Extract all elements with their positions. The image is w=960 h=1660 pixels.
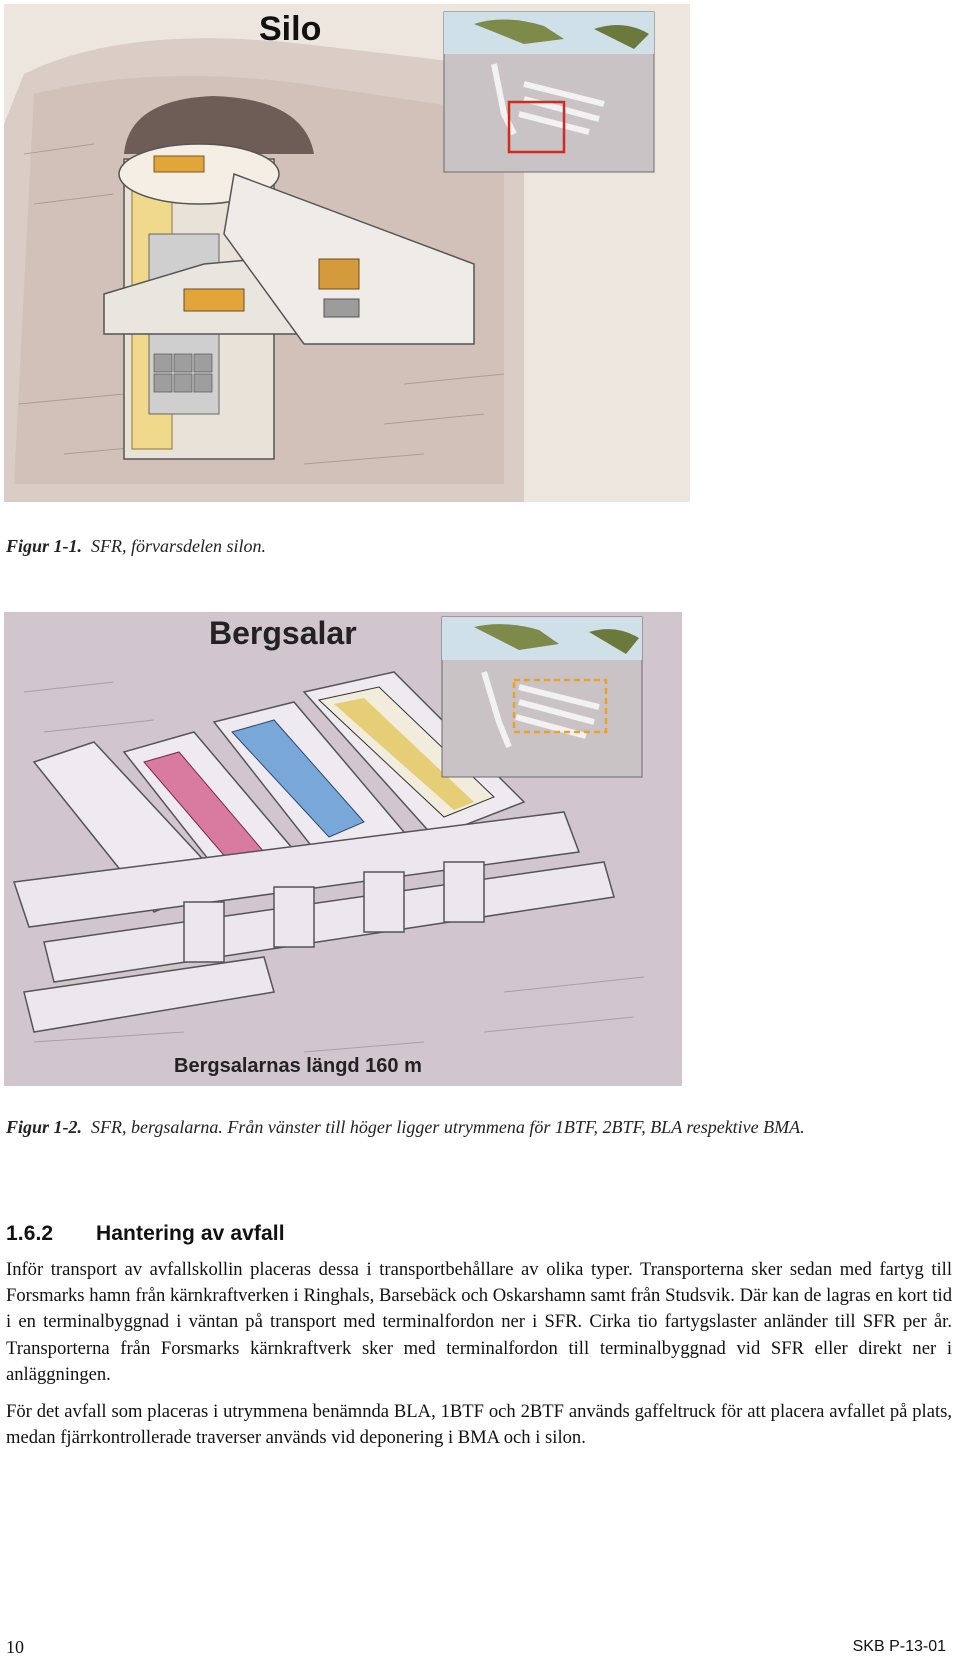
silo-illustration <box>4 4 690 502</box>
figure2-illustration-note: Bergsalarnas längd 160 m <box>174 1055 422 1077</box>
figure1-caption <box>6 533 266 559</box>
figure2-caption <box>6 1114 946 1140</box>
figure2-illustration-title: Bergsalar <box>209 615 357 651</box>
paragraph-1: Inför transport av avfallskollin placeras dessa i transportbehållare av olika typer. Transporterna sker sedan med fartyg till Forsmarks hamn från kärnkraftverken i Ringhals, Barsebäck och Oskarshamn samt från Studsvik. Där kan de lagras en kort tid i en terminalbyggnad i väntan på transport med terminalfordon ner i SFR. Cirka tio fartygslaster anländer till SFR per år. Transporterna från Forsmarks kärnkraftverk sker med terminalfordon till terminalbyggnad vid SFR eller direkt ner i anläggningen. <box>6 1259 952 1385</box>
report-id: SKB P-13-01 <box>852 1638 946 1655</box>
figure-silo-illustration <box>4 4 690 502</box>
figure1-caption-lead: Figur 1-1. <box>6 536 83 556</box>
figure-bergsalar-illustration <box>4 612 682 1086</box>
section-number: 1.6.2 <box>6 1222 54 1245</box>
figure1-caption-text: SFR, förvarsdelen silon. <box>91 536 267 556</box>
silo-location-inset <box>444 12 654 172</box>
section-heading <box>6 1222 285 1246</box>
figure2-caption-text: SFR, bergsalarna. Från vänster till höger ligger utrymmena för 1BTF, 2BTF, BLA respektive BMA. <box>91 1117 805 1137</box>
section-title: Hantering av avfall <box>96 1222 285 1245</box>
figure1-illustration-title: Silo <box>259 10 322 48</box>
bergsalar-illustration <box>4 612 682 1086</box>
bergsalar-location-inset <box>442 617 642 777</box>
paragraph-2: För det avfall som placeras i utrymmena benämnda BLA, 1BTF och 2BTF används gaffeltruck för att placera avfallet på plats, medan fjärrkontrollerade traverser används vid deponering i BMA och i silon. <box>6 1401 952 1449</box>
page-number: 10 <box>6 1637 24 1657</box>
figure2-caption-lead: Figur 1-2. <box>6 1117 83 1137</box>
